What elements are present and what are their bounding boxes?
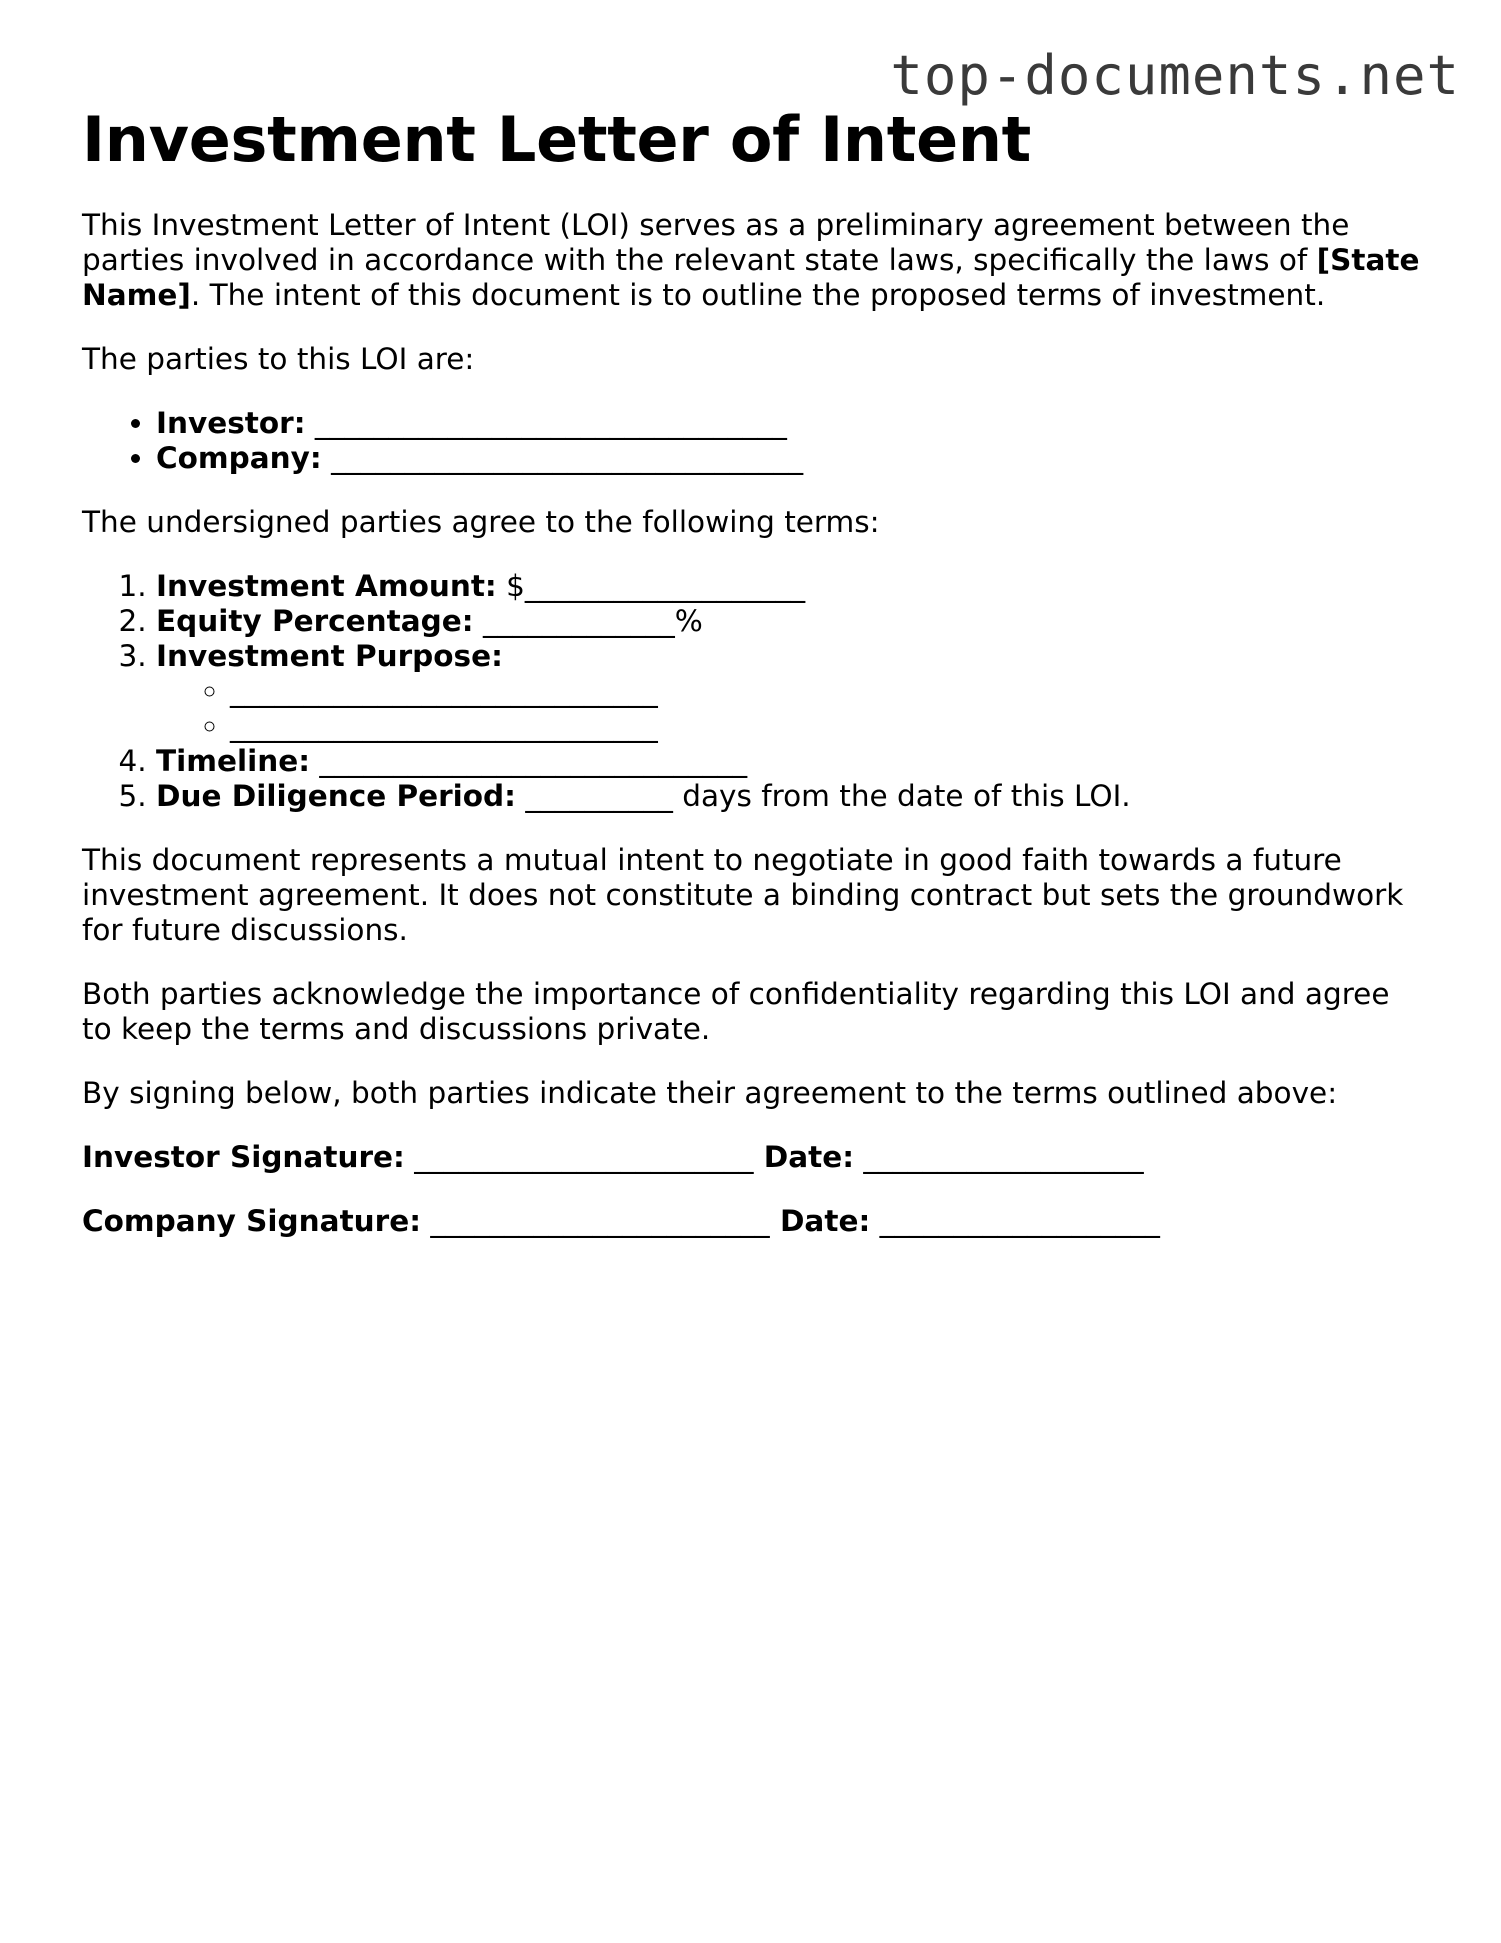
due-diligence-label: Due Diligence Period: (156, 779, 516, 813)
investment-purpose-item (230, 709, 1422, 744)
company-date-blank[interactable]: ___________________ (870, 1204, 1160, 1238)
due-diligence-suffix: days from the date of this LOI. (672, 779, 1131, 813)
document-title: Investment Letter of Intent (82, 103, 1031, 176)
party-investor (156, 406, 1422, 441)
equity-percentage-blank[interactable]: _____________ (473, 604, 675, 638)
document-page (82, 98, 1422, 1268)
term-equity-percentage (156, 604, 1422, 639)
investment-purpose-blank-2[interactable]: _____________________________ (230, 709, 658, 743)
investment-amount-label: Investment Amount: (156, 569, 497, 603)
investment-purpose-label: Investment Purpose: (156, 639, 503, 673)
investment-purpose-item (230, 674, 1422, 709)
party-company (156, 441, 1422, 476)
investment-purpose-blank-1[interactable]: _____________________________ (230, 674, 658, 708)
term-investment-amount (156, 569, 1422, 604)
investment-amount-prefix: $ (496, 569, 525, 603)
mutual-intent-paragraph: This document represents a mutual intent to negotiate in good faith towards a future investment agreement. It does not constitute a binding contract but sets the groundwork for future discussions. (82, 843, 1404, 947)
equity-percentage-suffix: % (674, 604, 703, 638)
equity-percentage-label: Equity Percentage: (156, 604, 474, 638)
company-date-label: Date: (769, 1204, 871, 1238)
investment-purpose-sublist (156, 674, 1422, 744)
parties-list (82, 406, 1422, 476)
confidentiality-paragraph: Both parties acknowledge the importance of confidentiality regarding this LOI and agree to keep the terms and discussions private. (82, 977, 1390, 1046)
party-company-label: Company: (156, 441, 322, 475)
due-diligence-blank[interactable]: __________ (515, 779, 673, 813)
watermark-logo: top-documents.net (890, 44, 1460, 107)
company-signature-blank[interactable]: _______________________ (421, 1204, 770, 1238)
timeline-label: Timeline: (156, 744, 311, 778)
investor-signature-blank[interactable]: _______________________ (404, 1140, 754, 1174)
company-signature-line (82, 1204, 1422, 1239)
party-company-blank[interactable]: ________________________________ (331, 441, 804, 475)
investor-date-blank[interactable]: ___________________ (854, 1140, 1144, 1174)
intro-text-before: This Investment Letter of Intent (LOI) serves as a preliminary agreement between the parties involved in accordance with the relevant state laws, specifically the laws of (82, 208, 1350, 277)
intro-text-after: . The intent of this document is to outline the proposed terms of investment. (190, 278, 1326, 312)
term-timeline (156, 744, 1422, 779)
parties-intro: The parties to this LOI are: (82, 342, 475, 376)
state-name-placeholder: [State Name] (82, 243, 1420, 312)
timeline-blank[interactable]: _____________________________ (310, 744, 748, 778)
signing-intro: By signing below, both parties indicate their agreement to the terms outlined above: (82, 1076, 1338, 1110)
investor-signature-label: Investor Signature: (82, 1140, 405, 1174)
investor-date-label: Date: (753, 1140, 855, 1174)
investor-signature-line (82, 1140, 1422, 1175)
party-investor-label: Investor: (156, 406, 306, 440)
party-investor-blank[interactable]: ________________________________ (314, 406, 787, 440)
term-due-diligence (156, 779, 1422, 814)
terms-list (82, 569, 1422, 814)
term-investment-purpose (156, 639, 1422, 744)
company-signature-label: Company Signature: (82, 1204, 422, 1238)
terms-intro: The undersigned parties agree to the following terms: (82, 505, 880, 539)
investment-amount-blank[interactable]: ___________________ (524, 569, 806, 603)
intro-paragraph (82, 208, 1422, 313)
